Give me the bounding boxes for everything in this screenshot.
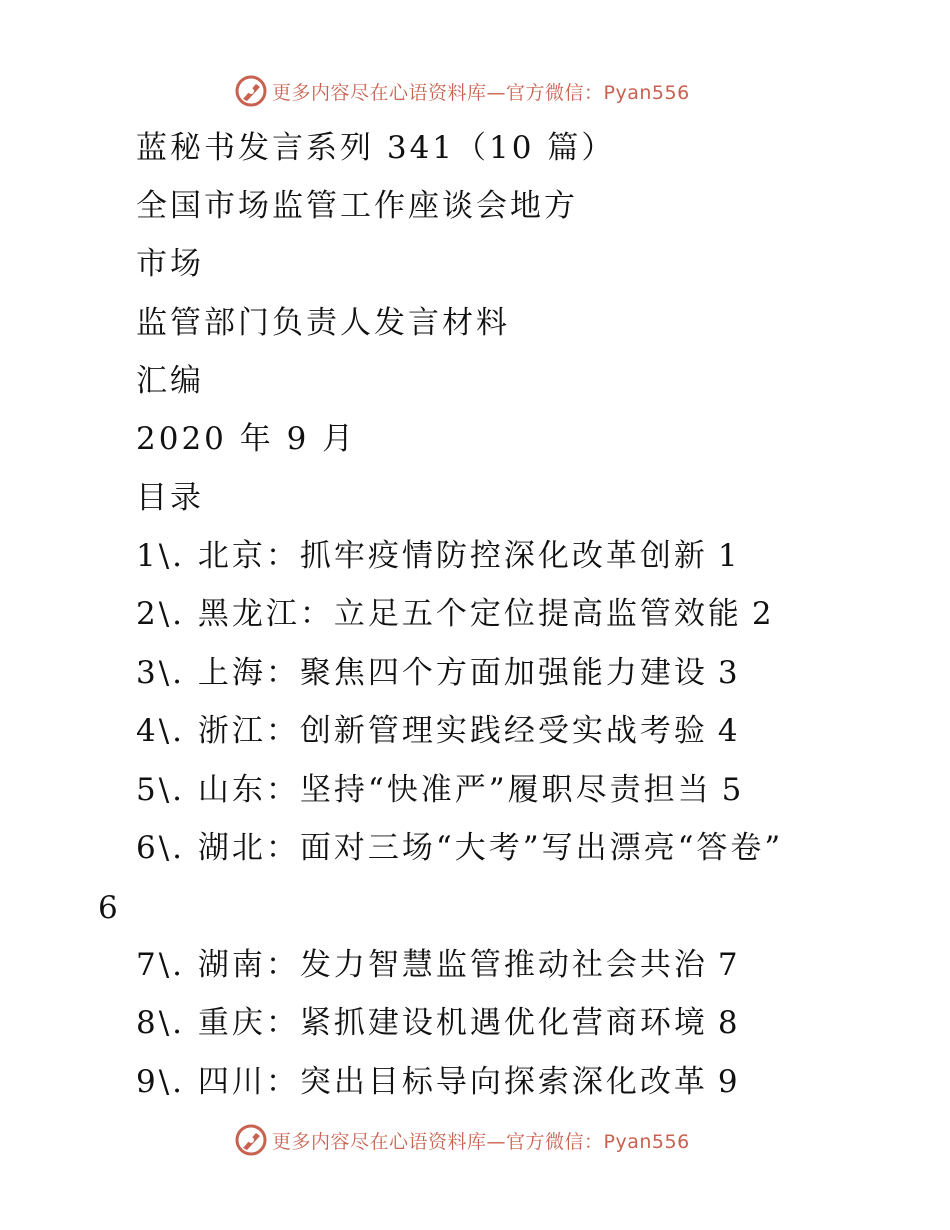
- doc-title-line-2: 市场: [136, 246, 204, 282]
- series-title: 蓝秘书发言系列 341（10 篇）: [136, 130, 616, 166]
- doc-title-line-4: 汇编: [136, 363, 204, 399]
- doc-date: 2020 年 9 月: [136, 421, 357, 457]
- seal-pen-icon: [234, 1123, 268, 1157]
- toc-page: 2: [751, 596, 775, 632]
- toc-title: 山东：坚持“快准严”履职尽责担当: [197, 772, 712, 808]
- toc-number: 5\.: [136, 772, 186, 808]
- toc-number: 4\.: [136, 713, 186, 749]
- toc-number: 2\.: [136, 596, 186, 632]
- watermark-text: 更多内容尽在心语资料库—官方微信：Pyan556: [272, 81, 690, 104]
- toc-entry[interactable]: [136, 536, 741, 576]
- toc-entry[interactable]: [136, 828, 783, 868]
- toc-title: 湖南：发力智慧监管推动社会共治: [197, 947, 708, 983]
- toc-page: 8: [717, 1005, 741, 1041]
- toc-entry[interactable]: [136, 770, 744, 810]
- watermark-footer: [234, 1123, 690, 1157]
- toc-number: 7\.: [136, 947, 186, 983]
- toc-title: 重庆：紧抓建设机遇优化营商环境: [197, 1005, 708, 1041]
- toc-title: 浙江：创新管理实践经受实战考验: [197, 713, 708, 749]
- toc-title: 上海：聚焦四个方面加强能力建设: [197, 655, 708, 691]
- toc-number: 6\.: [136, 830, 186, 866]
- toc-entry[interactable]: [136, 1062, 741, 1102]
- toc-heading: 目录: [136, 480, 204, 516]
- toc-entry[interactable]: [136, 594, 775, 634]
- toc-entry[interactable]: [136, 945, 741, 985]
- toc-page: 9: [717, 1064, 741, 1100]
- toc-entry[interactable]: [136, 1003, 741, 1043]
- toc-page: 3: [717, 655, 741, 691]
- toc-page: 4: [717, 713, 741, 749]
- watermark-header: [234, 74, 690, 108]
- toc-page: 1: [717, 538, 741, 574]
- toc-title: 黑龙江：立足五个定位提高监管效能: [197, 596, 742, 632]
- doc-title-line-3: 监管部门负责人发言材料: [136, 305, 510, 341]
- toc-number: 1\.: [136, 538, 186, 574]
- toc-number: 8\.: [136, 1005, 186, 1041]
- doc-title-line-1: 全国市场监管工作座谈会地方: [136, 188, 578, 224]
- toc-entry[interactable]: [136, 653, 741, 693]
- toc-title: 四川：突出目标导向探索深化改革: [197, 1064, 708, 1100]
- seal-pen-icon: [234, 74, 268, 108]
- toc-page: 7: [717, 947, 741, 983]
- toc-entry[interactable]: [136, 711, 741, 751]
- toc-title: 湖北：面对三场“大考”写出漂亮“答卷”: [197, 830, 784, 866]
- watermark-text: 更多内容尽在心语资料库—官方微信：Pyan556: [272, 1130, 690, 1153]
- toc-page: 5: [721, 772, 745, 808]
- toc-number: 9\.: [136, 1064, 186, 1100]
- toc-number: 3\.: [136, 655, 186, 691]
- toc-title: 北京：抓牢疫情防控深化改革创新: [197, 538, 708, 574]
- toc-page: 6: [98, 890, 118, 926]
